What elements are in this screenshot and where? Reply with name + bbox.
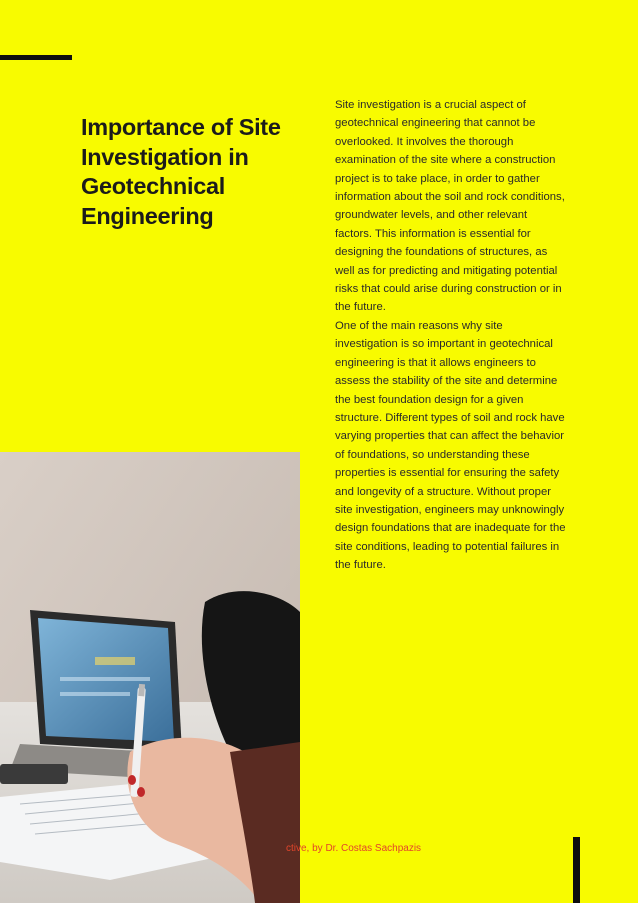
article-body bbox=[335, 96, 567, 575]
paragraph-2: One of the main reasons why site investigation is so important in geotechnical engineering is that it allows engineers to assess the stability of the site and determine the best foundation design for a given structure. Different types of soil and rock have varying properties that can affect the behavior of foundations, so understanding these properties is essential for ensuring the safety and longevity of a structure. Without proper site investigation, engineers may unknowingly design foundations that are inadequate for the site conditions, leading to potential failures in the future. bbox=[335, 319, 566, 572]
photo-hand-writing-at-laptop bbox=[0, 452, 300, 903]
page-title: Importance of Site Investigation in Geotechnical Engineering bbox=[81, 114, 281, 229]
footer-credit: ctive, by Dr. Costas Sachpazis bbox=[286, 843, 422, 854]
bottom-right-accent-bar bbox=[573, 837, 580, 903]
paragraph-1: Site investigation is a crucial aspect of geotechnical engineering that cannot be overlooked. It involves the thorough examination of the site where a construction project is to take place, in order to gather information about the soil and rock conditions, groundwater levels, and other relevant factors. This information is essential for designing the foundations of structures, as well as for predicting and mitigating potential risks that could arise during construction or in the future. bbox=[335, 99, 565, 314]
top-accent-rule bbox=[0, 55, 72, 60]
